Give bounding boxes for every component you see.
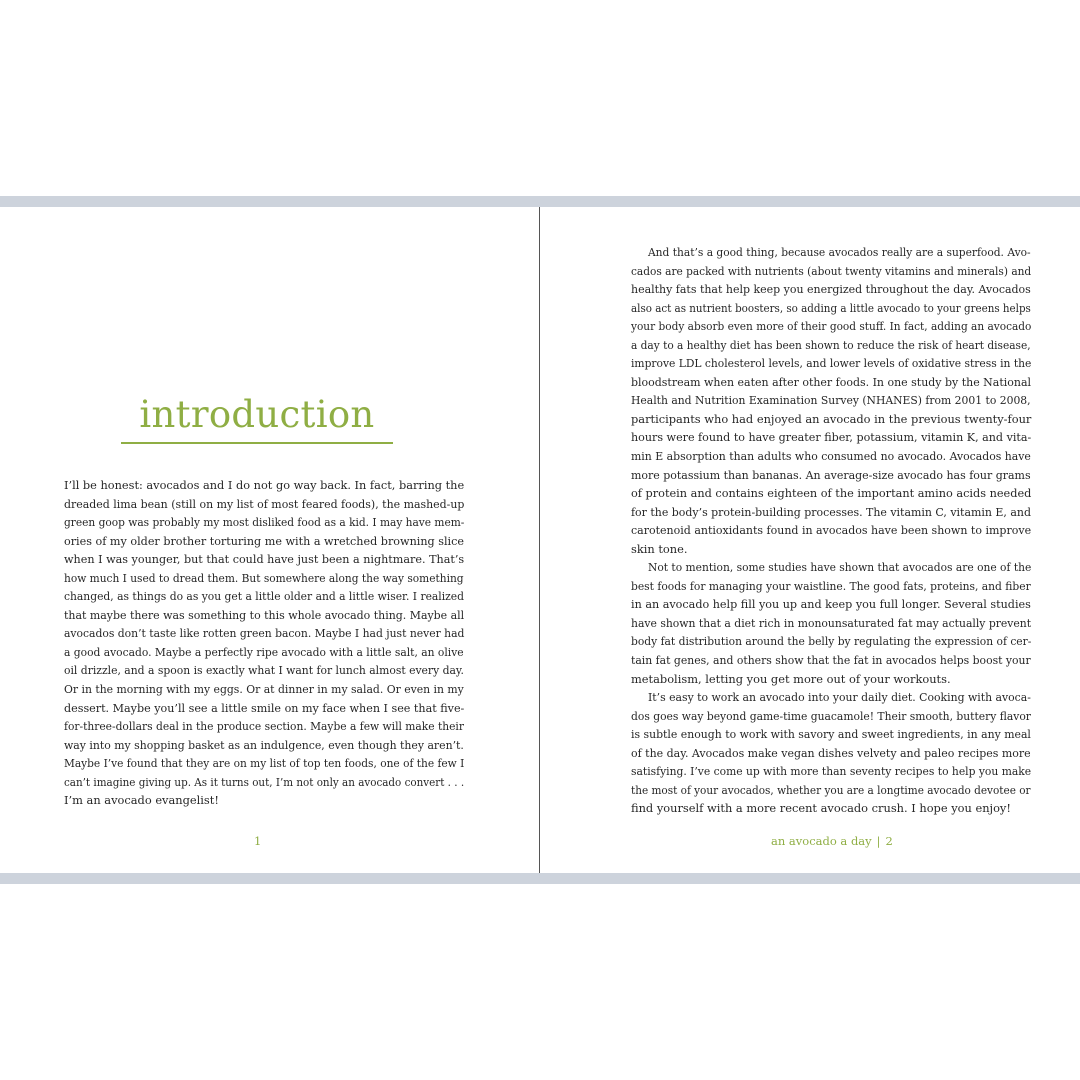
body-line: your body absorb even more of their good stuff. In fact, adding an avocado bbox=[631, 319, 1032, 334]
body-line: bloodstream when eaten after other foods. In one study by the National bbox=[631, 374, 1032, 389]
body-line: more potassium than bananas. An average-size avocado has four grams bbox=[631, 467, 1031, 482]
body-line: of the day. Avocados make vegan dishes velvety and paleo recipes more bbox=[631, 745, 1031, 760]
page-number: 1 bbox=[254, 834, 262, 848]
body-line: changed, as things do as you get a little older and a little wiser. I realized bbox=[64, 589, 465, 604]
page-number: 2 bbox=[885, 834, 893, 848]
body-line: have shown that a diet rich in monounsaturated fat may actually prevent bbox=[631, 615, 1032, 630]
bottom-divider-band bbox=[0, 873, 1080, 884]
body-line: dessert. Maybe you’ll see a little smile on my face when I see that five- bbox=[64, 700, 465, 715]
body-line: ories of my older brother torturing me with a wretched browning slice bbox=[64, 533, 464, 548]
body-line: when I was younger, but that could have just been a nightmare. That’s bbox=[64, 552, 465, 567]
body-line: dreaded lima bean (still on my list of most feared foods), the mashed-up bbox=[64, 496, 465, 511]
body-line: tain fat genes, and others show that the fat in avocados helps boost your bbox=[631, 653, 1031, 668]
body-line: dos goes way beyond game-time guacamole! Their smooth, buttery flavor bbox=[631, 708, 1031, 723]
left-body-text bbox=[64, 476, 464, 810]
body-line: how much I used to dread them. But somewhere along the way something bbox=[64, 570, 464, 585]
body-line: in an avocado help fill you up and keep you full longer. Several studies bbox=[631, 597, 1031, 612]
body-line: of protein and contains eighteen of the important amino acids needed bbox=[631, 486, 1032, 501]
body-line: also act as nutrient boosters, so adding a little avocado to your greens helps bbox=[631, 300, 1031, 315]
body-line: participants who had enjoyed an avocado in the previous twenty-four bbox=[631, 411, 1032, 426]
chapter-title: introduction bbox=[139, 393, 375, 436]
top-divider-band bbox=[0, 196, 1080, 207]
body-line: It’s easy to work an avocado into your daily diet. Cooking with avoca- bbox=[648, 690, 1031, 705]
body-line: min E absorption than adults who consumed no avocado. Avocados have bbox=[631, 449, 1031, 464]
body-line: cados are packed with nutrients (about twenty vitamins and minerals) and bbox=[631, 263, 1032, 278]
body-line: healthy fats that help keep you energized throughout the day. Avocados bbox=[631, 282, 1031, 297]
body-line: for-three-dollars deal in the produce section. Maybe a few will make their bbox=[64, 719, 464, 734]
left-page bbox=[0, 207, 539, 873]
body-line: the most of your avocados, whether you are a longtime avocado devotee or bbox=[631, 782, 1031, 797]
body-line: Health and Nutrition Examination Survey (NHANES) from 2001 to 2008, bbox=[631, 393, 1031, 408]
body-line: Maybe I’ve found that they are on my list of top ten foods, one of the few I bbox=[64, 756, 465, 771]
body-line: Not to mention, some studies have shown that avocados are one of the bbox=[648, 560, 1032, 575]
running-footer-title: an avocado a day bbox=[771, 834, 872, 848]
body-line: for the body’s protein-building processes. The vitamin C, vitamin E, and bbox=[631, 504, 1031, 519]
body-line: hours were found to have greater fiber, potassium, vitamin K, and vita- bbox=[631, 430, 1032, 445]
body-line: body fat distribution around the belly by regulating the expression of cer- bbox=[631, 634, 1032, 649]
body-line: is subtle enough to work with savory and sweet ingredients, in any meal bbox=[631, 727, 1031, 742]
body-line: that maybe there was something to this whole avocado thing. Maybe all bbox=[64, 607, 465, 622]
body-line: can’t imagine giving up. As it turns out, I’m not only an avocado convert . . . bbox=[64, 774, 465, 789]
body-line: avocados don’t taste like rotten green bacon. Maybe I had just never had bbox=[64, 626, 465, 641]
body-line: green goop was probably my most disliked food as a kid. I may have mem- bbox=[64, 515, 465, 530]
body-line: And that’s a good thing, because avocados really are a superfood. Avo- bbox=[648, 245, 1031, 259]
body-line: improve LDL cholesterol levels, and lower levels of oxidative stress in the bbox=[631, 356, 1032, 371]
body-line: oil drizzle, and a spoon is exactly what I want for lunch almost every day. bbox=[64, 663, 464, 678]
right-page bbox=[540, 207, 1080, 873]
body-line: I’m an avocado evangelist! bbox=[64, 793, 219, 808]
body-line: find yourself with a more recent avocado crush. I hope you enjoy! bbox=[631, 801, 1011, 816]
body-line: metabolism, letting you get more out of your workouts. bbox=[631, 671, 951, 686]
body-line: a day to a healthy diet has been shown to reduce the risk of heart disease, bbox=[631, 337, 1031, 352]
right-body-text bbox=[631, 243, 1031, 818]
footer-separator: | bbox=[876, 834, 881, 848]
body-line: a good avocado. Maybe a perfectly ripe avocado with a little salt, an olive bbox=[64, 644, 464, 659]
body-line: way into my shopping basket as an indulgence, even though they aren’t. bbox=[64, 737, 464, 752]
body-line: I’ll be honest: avocados and I do not go way back. In fact, barring the bbox=[64, 478, 465, 492]
body-line: best foods for managing your waistline. The good fats, proteins, and fiber bbox=[631, 578, 1031, 593]
body-line: satisfying. I’ve come up with more than seventy recipes to help you make bbox=[631, 764, 1032, 779]
body-line: Or in the morning with my eggs. Or at dinner in my salad. Or even in my bbox=[64, 682, 464, 697]
title-underline bbox=[121, 442, 393, 444]
body-line: carotenoid antioxidants found in avocados have been shown to improve bbox=[631, 523, 1032, 538]
body-line: skin tone. bbox=[631, 541, 688, 556]
page-footer bbox=[771, 834, 893, 848]
